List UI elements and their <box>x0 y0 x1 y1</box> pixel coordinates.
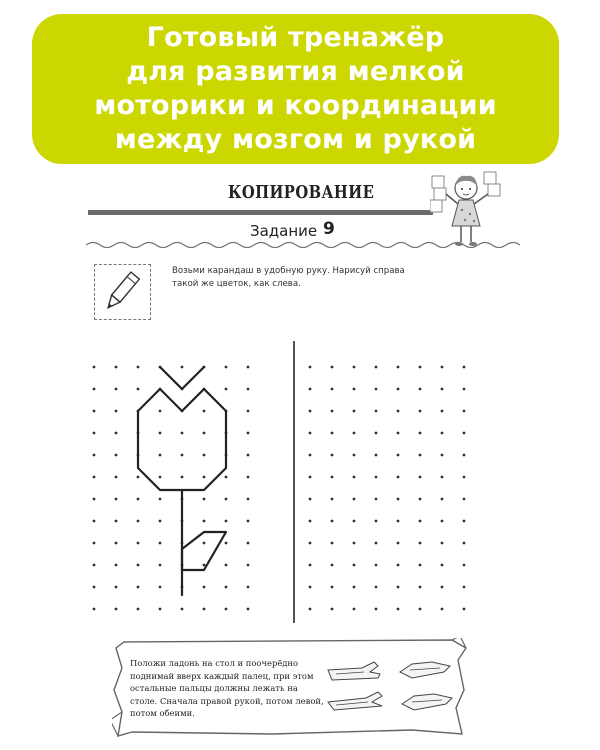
grid-dot <box>115 498 118 501</box>
grid-dot <box>353 454 356 457</box>
grid-dot <box>419 498 422 501</box>
grid-dot <box>137 586 140 589</box>
grid-dot <box>463 476 466 479</box>
grid-dot <box>331 432 334 435</box>
grid-dot <box>309 454 312 457</box>
grid-dot <box>203 564 206 567</box>
grid-dot <box>463 498 466 501</box>
grid-dot <box>331 564 334 567</box>
grid-dot <box>247 542 250 545</box>
grid-dot <box>463 454 466 457</box>
grid-dot <box>419 564 422 567</box>
grid-dot <box>93 608 96 611</box>
grid-dot <box>331 542 334 545</box>
grid-dot <box>441 476 444 479</box>
grid-dot <box>441 366 444 369</box>
grid-dot <box>181 366 184 369</box>
grid-dot <box>419 366 422 369</box>
grid-dot <box>397 432 400 435</box>
grid-dot <box>203 454 206 457</box>
grid-dot <box>247 608 250 611</box>
section-title: КОПИРОВАНИЕ <box>228 182 375 203</box>
grid-dot <box>309 542 312 545</box>
note-text: Положи ладонь на стол и поочерёдно поднимай вверх каждый палец, при этом остальные пальцы должны лежать на столе. Сначала правой рукой, потом левой, потом обеими. <box>130 658 324 719</box>
grid-dot <box>353 388 356 391</box>
grid-dot <box>441 520 444 523</box>
grid-dot <box>463 542 466 545</box>
grid-dot <box>115 366 118 369</box>
grid-dot <box>115 410 118 413</box>
grid-dot <box>225 608 228 611</box>
grid-dot <box>463 586 466 589</box>
grid-dot <box>419 454 422 457</box>
grid-dot <box>397 520 400 523</box>
grid-dot <box>115 608 118 611</box>
grid-dot <box>375 608 378 611</box>
grid-dot <box>463 366 466 369</box>
grid-dot <box>353 608 356 611</box>
grid-dot <box>247 564 250 567</box>
grid-dot <box>331 476 334 479</box>
grid-dot <box>203 520 206 523</box>
grid-dot <box>397 586 400 589</box>
grid-dot <box>375 476 378 479</box>
grid-dot <box>93 410 96 413</box>
instruction-text: Возьми карандаш в удобную руку. Нарисуй справа такой же цветок, как слева. <box>172 266 405 289</box>
grid-dot <box>441 542 444 545</box>
grid-dot <box>353 564 356 567</box>
task-number: 9 <box>323 219 335 239</box>
grid-dot <box>353 498 356 501</box>
grid-dot <box>309 476 312 479</box>
grid-dot <box>181 476 184 479</box>
grid-dot <box>115 388 118 391</box>
grid-dot <box>375 542 378 545</box>
grid-dot <box>463 432 466 435</box>
grid-dot <box>247 498 250 501</box>
grid-dot <box>397 454 400 457</box>
grid-dot <box>225 388 228 391</box>
grid-dot <box>463 520 466 523</box>
flower-drawing <box>138 367 226 595</box>
grid-dot <box>93 366 96 369</box>
grid-dot <box>309 586 312 589</box>
grid-dot <box>247 476 250 479</box>
grid-dot <box>375 498 378 501</box>
task-label: Задание <box>250 222 318 240</box>
hands-illustration <box>322 650 462 720</box>
grid-dot <box>115 586 118 589</box>
grid-dot <box>137 542 140 545</box>
grid-dot <box>397 366 400 369</box>
grid-dot <box>397 388 400 391</box>
grid-dot <box>203 608 206 611</box>
grid-dot <box>203 432 206 435</box>
grid-dot <box>181 608 184 611</box>
grid-dot <box>137 608 140 611</box>
grid-dot <box>137 476 140 479</box>
grid-dot <box>93 586 96 589</box>
grid-dot <box>353 476 356 479</box>
grid-dot <box>159 564 162 567</box>
grid-dot <box>331 366 334 369</box>
grid-dot <box>247 366 250 369</box>
grid-dot <box>441 432 444 435</box>
grid-dot <box>309 410 312 413</box>
grid-dot <box>225 476 228 479</box>
grid-dot <box>375 388 378 391</box>
grid-dot <box>225 542 228 545</box>
grid-dot <box>463 410 466 413</box>
grid-dot <box>331 608 334 611</box>
grid-dot <box>159 498 162 501</box>
grid-dot <box>137 520 140 523</box>
grid-dot <box>115 564 118 567</box>
grid-dot <box>353 520 356 523</box>
grid-dot <box>331 388 334 391</box>
grid-dot <box>353 586 356 589</box>
grid-dot <box>463 564 466 567</box>
grid-dot <box>93 432 96 435</box>
grid-dot <box>93 520 96 523</box>
grid-dot <box>115 454 118 457</box>
grid-dot <box>419 542 422 545</box>
grid-dot <box>441 388 444 391</box>
grid-dot <box>115 432 118 435</box>
grid-dot <box>375 410 378 413</box>
grid-dot <box>331 586 334 589</box>
grid-dot <box>247 586 250 589</box>
grid-dot <box>159 432 162 435</box>
grid-dot <box>159 608 162 611</box>
grid-dot <box>309 432 312 435</box>
grid-dot <box>93 498 96 501</box>
grid-dot <box>137 366 140 369</box>
grid-dot <box>93 564 96 567</box>
grid-dot <box>309 498 312 501</box>
grid-dot <box>441 564 444 567</box>
grid-dot <box>225 498 228 501</box>
grid-dot <box>159 410 162 413</box>
grid-dot <box>309 608 312 611</box>
grid-dot <box>331 410 334 413</box>
grid-dot <box>159 454 162 457</box>
grid-dot <box>353 366 356 369</box>
grid-dot <box>181 432 184 435</box>
grid-dot <box>353 432 356 435</box>
grid-dot <box>441 586 444 589</box>
grid-dot <box>375 564 378 567</box>
grid-dot <box>397 498 400 501</box>
grid-dot <box>309 366 312 369</box>
grid-dot <box>247 410 250 413</box>
grid-dot <box>419 410 422 413</box>
grid-dot <box>375 454 378 457</box>
grid-dot <box>203 542 206 545</box>
grid-dot <box>419 520 422 523</box>
grid-dot <box>419 608 422 611</box>
grid-dot <box>203 410 206 413</box>
grid-dot <box>397 564 400 567</box>
grid-dot <box>137 498 140 501</box>
grid-dot <box>397 410 400 413</box>
grid-dot <box>159 476 162 479</box>
grid-dot <box>115 542 118 545</box>
grid-dot <box>397 476 400 479</box>
banner-line-2: для развития мелкой <box>126 56 465 87</box>
grid-dot <box>441 410 444 413</box>
banner-line-1: Готовый тренажёр <box>146 22 445 53</box>
grid-dot <box>203 498 206 501</box>
grid-dot <box>181 454 184 457</box>
grid-dot <box>353 542 356 545</box>
grid-dot <box>397 608 400 611</box>
grid-dot <box>397 542 400 545</box>
grid-dot <box>331 520 334 523</box>
grid-dot <box>375 366 378 369</box>
dot-grid-right <box>309 366 466 611</box>
grid-dot <box>419 586 422 589</box>
dot-grid-left <box>93 366 250 611</box>
center-divider <box>293 341 295 623</box>
banner-line-3: моторики и координации <box>94 90 497 121</box>
grid-dot <box>441 498 444 501</box>
grid-dot <box>247 388 250 391</box>
grid-dot <box>419 388 422 391</box>
grid-dot <box>247 520 250 523</box>
grid-dot <box>375 520 378 523</box>
grid-dot <box>93 542 96 545</box>
grid-dot <box>137 388 140 391</box>
grid-dot <box>203 476 206 479</box>
grid-dot <box>93 476 96 479</box>
grid-dot <box>331 498 334 501</box>
grid-dot <box>441 454 444 457</box>
grid-dot <box>159 542 162 545</box>
grid-dot <box>225 586 228 589</box>
grid-dot <box>309 388 312 391</box>
grid-dot <box>93 388 96 391</box>
grid-dot <box>115 476 118 479</box>
banner-line-4: между мозгом и рукой <box>114 124 477 155</box>
grid-dot <box>93 454 96 457</box>
grid-dot <box>375 432 378 435</box>
grid-dot <box>225 520 228 523</box>
grid-dot <box>159 520 162 523</box>
grid-dot <box>203 586 206 589</box>
grid-dot <box>137 564 140 567</box>
grid-dot <box>441 608 444 611</box>
grid-dot <box>419 432 422 435</box>
grid-dot <box>115 520 118 523</box>
grid-dot <box>225 564 228 567</box>
grid-dot <box>225 366 228 369</box>
grid-dot <box>463 608 466 611</box>
grid-dot <box>353 410 356 413</box>
grid-dot <box>159 586 162 589</box>
grid-dot <box>375 586 378 589</box>
grid-dot <box>309 520 312 523</box>
grid-dot <box>309 564 312 567</box>
grid-dot <box>247 454 250 457</box>
grid-dot <box>247 432 250 435</box>
grid-dot <box>331 454 334 457</box>
grid-dot <box>419 476 422 479</box>
grid-dot <box>463 388 466 391</box>
